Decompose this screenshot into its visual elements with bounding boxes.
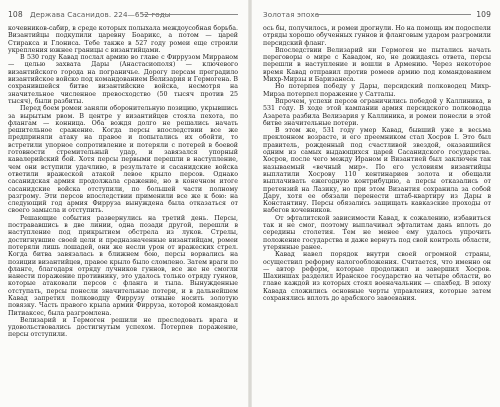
- left-paragraph: Перед боем ромеи заняли оборонительную позицию, укрывшись за вырытым рвом. В центре у византийцев стояла пехота, по флангам — конница. Оба вождя долго не решались начать решительное сражение. Когда персы впоследствии все же предприняли атаку на правое и попытались их обойти, то встретили упорное сопротивление и потеряли с потерей в боевой готовности стремительный удар, и завязался упорный кавалерийский бой. Хотя персы первыми перешли в наступление, чем они вступили удачливо, в результате и сасанидские войска ответили вражеской атакой левое крыло персов. Однако сасанидская армия продолжала сражение, но в конечном итоге сасанидские войска отступили, по большей части полному разгрому. Эти персов впоследствии применили все же к бою: на следующий год армия Фирруза вынуждена была отказаться от своего замысла и отступить.: [8, 105, 238, 215]
- right-header-rule: [315, 14, 471, 15]
- right-page-header: [263, 9, 491, 23]
- left-paragraph: Решающие события развернулись на третий день. Персы, пострававшись в две линии, одна позади другой, перешли в наступление под прикрытием обстрела из луков. Стрелы, достигнувшие своей цели и предназначенные византийцам, ромеи потеряли лишь лошадей, они же несли урон от вражеских стрел. Когда битва завязалась в ближнем бою, персы ворвались на позиции византийцев, правое крыло было сломлено. Затем враги по фланге, благодаря отряду лучников гуннов, все же не смогли нанести поражение противнику, это удалось только отряду гуннов, которые атаковали персов с фланга и тыла. Вынужденные отступать, персы понесли значительные потери, и в дальнейшем Кавад запретил полководцу Фиррузу отныне носить золотую повязку. Часть правого крыла армии Фирруза, которой командовал Питиаксес, была разгромлена.: [8, 214, 238, 317]
- right-page-body: [263, 25, 491, 302]
- right-paragraph: От эфталитской зависимости Кавад, к сожалению, избавиться так и не смог, поэтому выплачивал эфталитам дань вплоть до середины столетия. Тем не менее ему удалось упрочить положение государства и даже вернуть под свой контроль области, утерянные ранее.: [263, 214, 491, 251]
- left-page-body: [8, 25, 238, 339]
- left-running-title: Держава Сасанидов. 224—652 годы: [30, 10, 171, 19]
- left-paragraph: кочевников-сабир, в среде которых полыхала междоусобная борьба. Византийцы подкупили царевну Боарикс, а потом — царей Стиракса и Глониса. Тебе также в 527 году ромеи еще строили укрепления южнее границы с византийцами.: [8, 25, 238, 54]
- right-paragraph: Впрочем, успехи персов ограничились победой у Каллиника, в 531 году. В ходе этой кампании армия персидского полководца Азарета разбила Велизария у Каллиника, и ромеи понесли в этой битве значительные потери.: [263, 97, 491, 127]
- right-paragraph: Кавад навел порядок внутри своей огромной страны, осуществил реформу налогообложения. Считается, что именно он — автор реформ, которые продолжил и завершил Хосров. Шахиншах разделил Иранское государство на четыре области, во главе каждой из которых стоял военачальник — спахбед. В эпоху Кавада сложились основные черты управления, которые затем сохранялись вплоть до арабского завоевания.: [263, 251, 491, 302]
- right-paragraph: В этом же, 531 году умер Кавад, бывший уже в весьма преклонном возрасте, и его преемником стал Хосров I. Это был правитель, рожденный под счастливой звездой, оказавшийся одним из самых выдающихся царей Сасанидского государства. Хосров, после чего между Ираном и Византией был заключен так называемый «вечный мир». По его условиям византийцы выплатили Хосрову 110 кентинариев золота и обещали выплачивать ежегодную контрибуцию, а персы отказались от претензий на Лазику, но при этом Византия сохранила за собой Дару, хотя ее обязали перенести штаб-квартиру из Дары в Константину. Персы обязались защищать кавказские проходы от набегов кочевников.: [263, 127, 491, 215]
- right-paragraph: Но потерпев победу у Дары, персидский полководец Михр-Мирза потерпел поражение у Сатталы.: [263, 83, 491, 98]
- right-paragraph: Впоследствии Велизарий ни Гермоген не пытались начать переговоры о мире с Кавадом, но, не дожидаясь ответа, персы перешли в наступление и вошли в Армению. Через некоторое время Кавад отправил против ромеев армию под командованием Михр-Мирзы и Баризанеса.: [263, 46, 491, 84]
- right-paragraph: ось бы, получилось, и ромеи дрогнули. Но на помощь им подоспели отряды хорошо обученных гуннов и фланговым ударом разгромили персидский фланг.: [263, 25, 491, 47]
- left-paragraph: Велизарий и Гермоген решили не преследовать врага и удовольствовались достигнутым успехом. Потерпев поражение, персы отступили.: [8, 316, 238, 339]
- left-paragraph: В 530 году Кавад послал армию во главе с Фиррузом Мирраном — целью захвата Дары (Анастасиополя) — ключевого византийского города на пограничье. Дорогу персам преградило византийское войско под командованием Велизария и Гермогена. В сохранившейся битве византийские войска, несмотря на значительное численное превосходство (50 тысяч против 25 тысяч), были разбиты.: [8, 54, 238, 105]
- left-page: [0, 0, 248, 407]
- left-page-header: [8, 9, 238, 23]
- right-page: [252, 0, 500, 407]
- left-header-rule: [142, 14, 238, 15]
- right-running-title: Золотая эпоха: [263, 10, 320, 19]
- right-page-number: 109: [476, 10, 491, 19]
- left-page-number: 108: [8, 10, 23, 19]
